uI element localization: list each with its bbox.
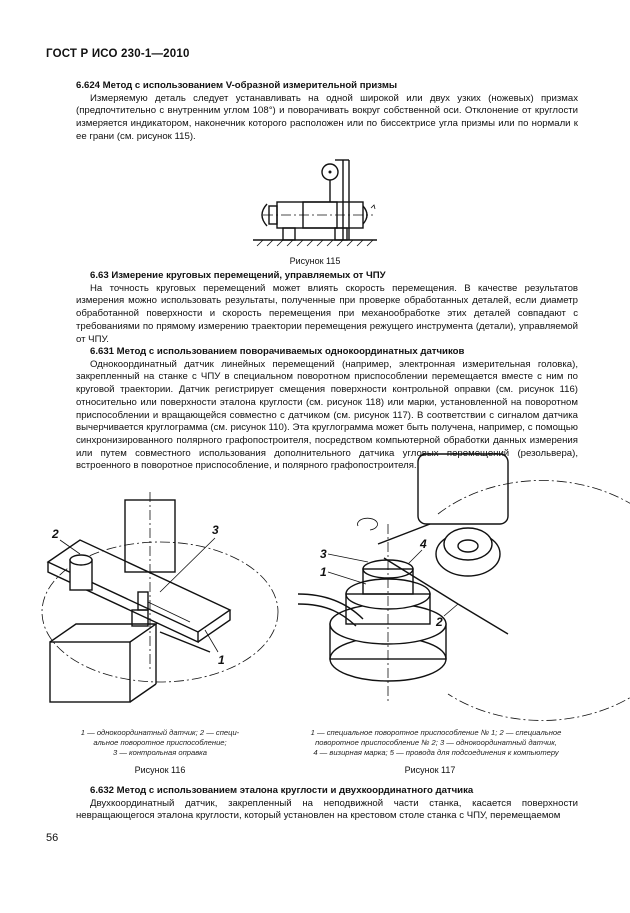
figure-117-label: 2 — [436, 615, 443, 629]
figure-116-label: 2 — [52, 527, 59, 541]
section-heading: 6.631 Метод с использованием поворачиваемых однокоординатных датчиков — [90, 346, 465, 357]
page-number: 56 — [46, 832, 59, 844]
section-paragraph: Однокоординатный датчик линейных перемещений (например, электронная измерительная головка), закрепленный на станке с ЧПУ в специальном поворотном приспособлении перемещается вместе с ним по круговой траектории. Датчик регистрирует смещения поверхности контрольной оправки (см. рисунок 116) относительно или поверхности эталона круглости (см. рисунок 118) или марки, установленной на поворотном приспособлении и вращающейся совместно с датчиком (см. рисунок 117). В соответствии с сигналом датчика вычерчивается круглограмма (см. рисунок 110). Эта круглограмма может быть получена, например, с помощью синхронизированного полярного графопостроителя, посредством компьютерной обработки данных измерения или путем совместного использования дополнительного датчика угловых перемещений (резольвера), встроенного в поворотное приспособление, и полярного графопостроителя. — [76, 358, 578, 472]
section-heading: 6.63 Измерение круговых перемещений, управляемых от ЧПУ — [90, 270, 386, 281]
figure-116-drawing — [42, 492, 278, 702]
section-paragraph: На точность круговых перемещений может влиять скорость перемещения. В качестве результатов измерения можно использовать результаты, полученные при проверке обработанных деталей, если диаметр обработанной поверхности и скорость перемещения при механообработке этих деталей совпадают с требованиями по прямому измерению траектории перемещения режущего инструмента (детали), управляемой от ЧПУ. — [76, 282, 578, 345]
figure-115-caption: Рисунок 115 — [289, 256, 341, 266]
section-6-632 — [76, 785, 578, 823]
legend-line: альное поворотное приспособление; — [93, 738, 227, 747]
figure-117-label: 4 — [420, 537, 427, 551]
legend-line: 1 — однокоординатный датчик; 2 — специ- — [80, 728, 240, 737]
section-6-624 — [76, 80, 578, 144]
figure-117 — [318, 454, 590, 716]
section-heading: 6.632 Метод с использованием эталона круглости и двухкоординатного датчика — [90, 785, 474, 796]
figure-117-caption: Рисунок 117 — [404, 765, 456, 775]
section-heading: 6.624 Метод с использованием V-образной измерительной призмы — [76, 80, 398, 91]
figure-117-label: 3 — [320, 547, 327, 561]
figure-116-label: 3 — [212, 523, 219, 537]
section-paragraph: Двухкоординатный датчик, закрепленный на неподвижной части станка, касается поверхности невращающегося эталона круглости, который установлен на крестовом столе станка с ЧПУ, перемещаемом — [76, 797, 578, 822]
document-header: ГОСТ Р ИСО 230-1—2010 — [46, 48, 190, 60]
figure-116-caption: Рисунок 116 — [134, 765, 186, 775]
figure-116 — [40, 492, 280, 717]
legend-line: 3 — контрольная оправка — [112, 748, 207, 757]
figure-115 — [245, 150, 385, 255]
legend-line: 4 — визирная марка; 5 — провода для подсоединения к компьютеру — [313, 748, 559, 757]
legend-line: 1 — специальное поворотное приспособление № 1; 2 — специальное — [310, 728, 562, 737]
figure-117-drawing — [298, 454, 630, 720]
legend-line: поворотное приспособление № 2; 3 — однокоординатный датчик, — [315, 738, 557, 747]
figure-116-legend — [44, 728, 276, 758]
figure-117-legend — [290, 728, 582, 758]
figure-115-drawing — [253, 160, 377, 246]
section-6-63 — [76, 270, 578, 346]
section-paragraph: Измеряемую деталь следует устанавливать на одной широкой или двух узких (ножевых) призмах (предпочтительно с внутренним углом 108°) и поворачивать вокруг собственной оси. Отклонение от круглости измеряется индикатором, наконечник которого расположен или по биссектрисе угла призмы или по нормали к ее грани (см. рисунок 115). — [76, 92, 578, 142]
figure-116-label: 1 — [218, 653, 225, 667]
figure-117-label: 1 — [320, 565, 327, 579]
